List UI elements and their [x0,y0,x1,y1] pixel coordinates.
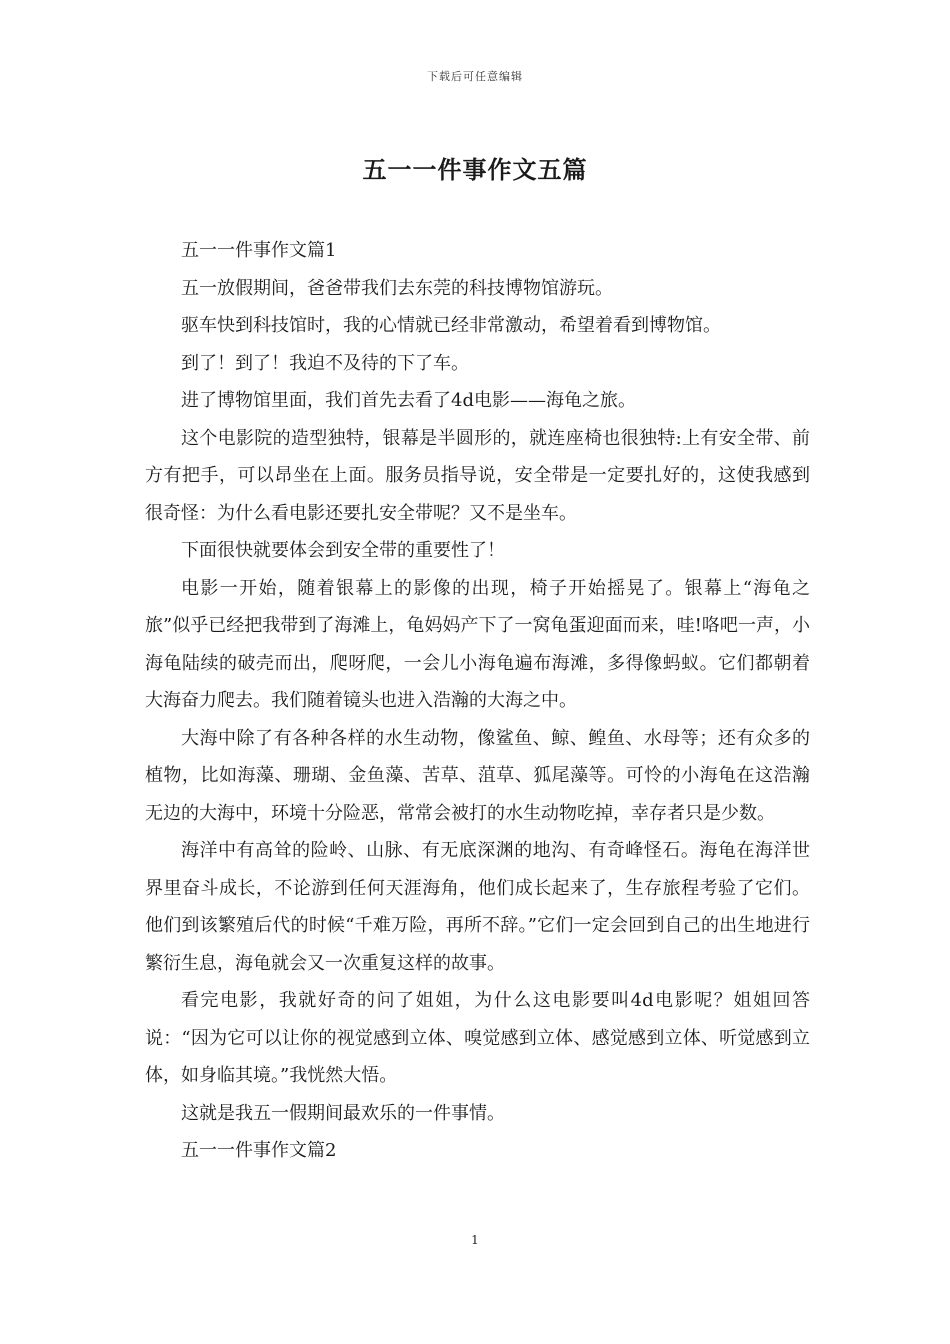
paragraph: 海洋中有高耸的险岭、山脉、有无底深渊的地沟、有奇峰怪石。海龟在海洋世界里奋斗成长，不论游到任何天涯海角，他们成长起来了，生存旅程考验了它们。他们到该繁殖后代的时候“千难万险，再所不辞。”它们一定会回到自己的出生地进行繁衍生息，海龟就会又一次重复这样的故事。 [145,840,810,974]
paragraph: 电影一开始，随着银幕上的影像的出现，椅子开始摇晃了。银幕上“海龟之旅”似乎已经把我带到了海滩上，龟妈妈产下了一窝龟蛋迎面而来，哇!咯吧一声，小海龟陆续的破壳而出，爬呀爬，一会儿小海龟遍布海滩，多得像蚂蚁。它们都朝着大海奋力爬去。我们随着镜头也进入浩瀚的大海之中。 [145,577,810,711]
paragraph: 这就是我五一假期间最欢乐的一件事情。 [181,1102,505,1124]
paragraph: 进了博物馆里面，我们首先去看了4d电影——海龟之旅。 [181,390,636,411]
header-note: 下载后可任意编辑 [427,70,523,83]
paragraph: 五一一件事作文篇2 [181,1140,337,1161]
document-body [145,232,810,1170]
page-number: 1 [471,1233,479,1247]
document-title: 五一一件事作文五篇 [362,155,588,184]
paragraph: 驱车快到科技馆时，我的心情就已经非常激动，希望着看到博物馆。 [181,315,721,336]
paragraph: 大海中除了有各种各样的水生动物，像鲨鱼、鲸、鳇鱼、水母等；还有众多的植物，比如海藻、珊瑚、金鱼藻、苦草、菹草、狐尾藻等。可怜的小海龟在这浩瀚无边的大海中，环境十分险恶，常常会被打的水生动物吃掉，幸存者只是少数。 [145,727,810,824]
paragraph: 五一一件事作文篇1 [181,240,337,261]
paragraph: 这个电影院的造型独特，银幕是半圆形的，就连座椅也很独特:上有安全带、前方有把手，可以昂坐在上面。服务员指导说，安全带是一定要扎好的，这使我感到很奇怪：为什么看电影还要扎安全带呢？又不是坐车。 [145,427,810,524]
paragraph: 五一放假期间，爸爸带我们去东莞的科技博物馆游玩。 [181,277,613,299]
paragraph: 看完电影，我就好奇的问了姐姐，为什么这电影要叫4d电影呢？姐姐回答说：“因为它可以让你的视觉感到立体、嗅觉感到立体、感觉感到立体、听觉感到立体，如身临其境。”我恍然大悟。 [145,990,810,1086]
paragraph: 下面很快就要体会到安全带的重要性了！ [181,540,505,561]
paragraph: 到了！到了！我迫不及待的下了车。 [181,352,469,374]
